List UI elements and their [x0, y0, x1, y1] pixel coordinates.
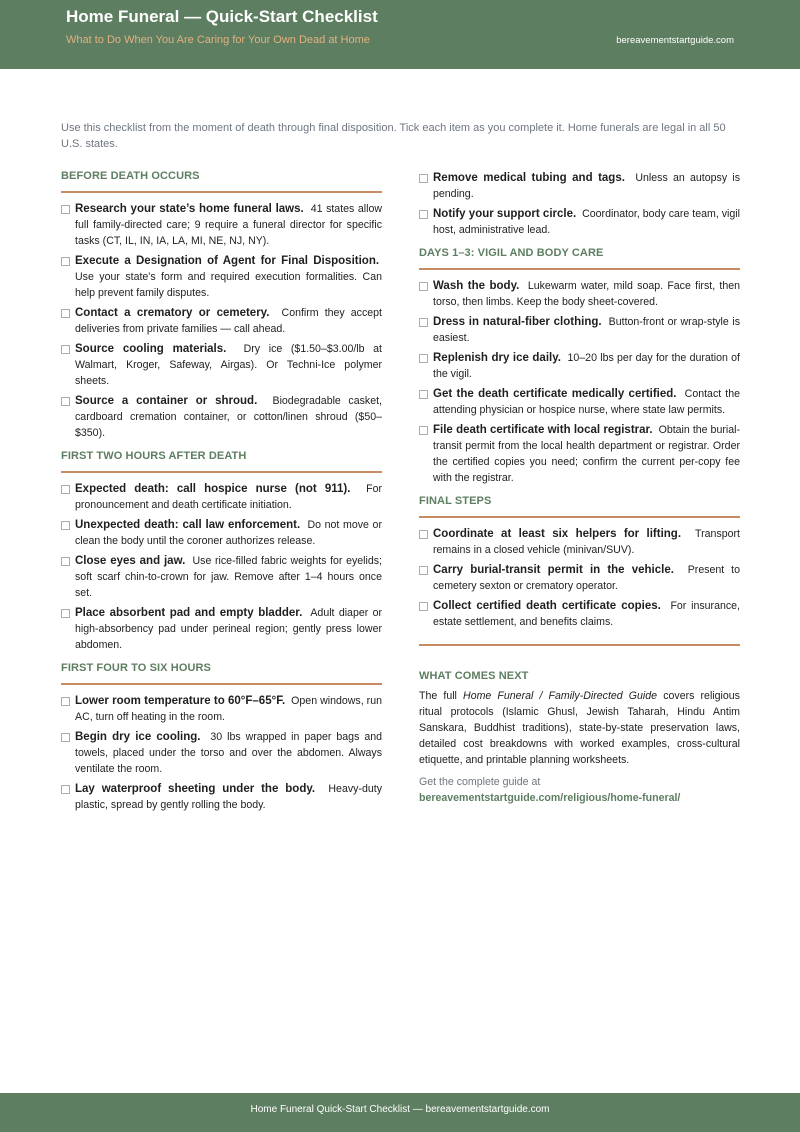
checklist-item [419, 386, 740, 418]
item-title: Collect certified death certificate copies. [433, 600, 661, 612]
section-heading: DAYS 1–3: VIGIL AND BODY CARE [419, 247, 740, 270]
item-title: Get the death certificate medically certified. [433, 388, 677, 400]
next-heading: WHAT COMES NEXT [419, 670, 529, 682]
next-description [419, 688, 740, 768]
checklist-item [61, 253, 382, 301]
item-title: File death certificate with local registrar. [433, 424, 653, 436]
checklist-item [419, 206, 740, 238]
item-title: Lay waterproof sheeting under the body. [75, 783, 316, 795]
checkbox[interactable] [61, 609, 70, 618]
checkbox[interactable] [61, 485, 70, 494]
section-divider [419, 644, 740, 646]
checkbox[interactable] [419, 282, 428, 291]
item-description: Biodegradable casket, cardboard cremation container, or cotton/linen shroud ($50–$350). [75, 395, 382, 439]
checkbox[interactable] [419, 390, 428, 399]
item-description: Transport remains in a closed vehicle (minivan/SUV). [433, 528, 740, 556]
next-rest: covers religious ritual protocols (Islamic Ghusl, Jewish Taharah, Hindu Antim Sanskara, Buddhist traditions), state-by-state preservation laws, detailed cost breakdowns with worked examples, cross-cultural etiquette, and printable planning worksheets. [419, 690, 740, 766]
item-title: Source a container or shroud. [75, 395, 258, 407]
section-heading: FIRST FOUR TO SIX HOURS [61, 662, 382, 685]
page-subtitle: What to Do When You Are Caring for Your Own Dead at Home [66, 34, 370, 46]
cta-text: Get the complete guide at [419, 776, 541, 788]
checklist-item [61, 553, 382, 601]
checkbox[interactable] [419, 174, 428, 183]
item-description: Use rice-filled fabric weights for eyelids; soft scarf chin-to-crown for jaw. Remove after 1–4 hours once set. [75, 555, 382, 599]
item-description: Contact the attending physician or hospice nurse, where state law permits. [433, 388, 740, 416]
item-description: Button-front or wrap-style is easiest. [433, 316, 740, 344]
item-description: 30 lbs wrapped in paper bags and towels, placed under the torso and over the abdomen. Always ventilate the room. [75, 731, 382, 775]
item-description: Lukewarm water, mild soap. Face first, then torso, then limbs. Keep the body sheet-covered. [433, 280, 741, 308]
item-title: Replenish dry ice daily. [433, 352, 561, 364]
checklist-item [61, 605, 382, 653]
checklist-item [61, 481, 382, 513]
guide-title: Home Funeral / Family-Directed Guide [463, 690, 658, 702]
item-title: Dress in natural-fiber clothing. [433, 316, 602, 328]
item-title: Source cooling materials. [75, 343, 227, 355]
intro-text: Use this checklist from the moment of death through final disposition. Tick each item as you complete it. Home funerals are legal in all 50 U.S. states. [61, 122, 726, 150]
item-title: Expected death: call hospice nurse (not 911). [75, 483, 351, 495]
item-description: Dry ice ($1.50–$3.00/lb at Walmart, Kroger, Safeway, Airgas). Or Techni-Ice polymer sheets. [75, 343, 383, 387]
continued-items [419, 170, 740, 238]
checklist-item [419, 350, 740, 382]
checklist-item [61, 729, 382, 777]
checklist-item [419, 422, 740, 486]
what-comes-next [419, 670, 740, 806]
checkbox[interactable] [61, 397, 70, 406]
item-description: Heavy-duty plastic, spread by gently rolling the body. [75, 783, 382, 811]
checklist-item [419, 170, 740, 202]
checkbox[interactable] [61, 345, 70, 354]
checkbox[interactable] [419, 318, 428, 327]
item-title: Carry burial-transit permit in the vehicle. [433, 564, 674, 576]
checklist-section [61, 450, 382, 653]
item-description: 41 states allow full family-directed care; 9 require a funeral director for specific tasks (CT, IL, IN, IA, LA, MI, NE, NJ, NY). [75, 203, 382, 247]
checkbox[interactable] [61, 785, 70, 794]
item-description: Use your state's form and required execution formalities. Can help prevent family disputes. [75, 271, 382, 299]
item-title: Close eyes and jaw. [75, 555, 186, 567]
checklist-item [419, 598, 740, 630]
checkbox[interactable] [419, 566, 428, 575]
right-sections [419, 247, 740, 630]
checkbox[interactable] [419, 602, 428, 611]
item-description: Open windows, run AC, turn off heating in the room. [75, 695, 382, 723]
item-description: Confirm they accept deliveries from private families — call ahead. [75, 307, 382, 335]
item-description: Do not move or clean the body until the coroner authorizes release. [75, 519, 382, 547]
checklist-section [419, 495, 740, 630]
checkbox[interactable] [61, 309, 70, 318]
item-title: Unexpected death: call law enforcement. [75, 519, 301, 531]
item-title: Notify your support circle. [433, 208, 577, 220]
section-heading: FINAL STEPS [419, 495, 740, 518]
item-description: Obtain the burial-transit permit from the local health department or registrar. Order the certified copies you need; confirm the current per-copy fee with the registrar. [433, 424, 740, 484]
checkbox[interactable] [61, 257, 70, 266]
item-description: 10–20 lbs per day for the duration of the vigil. [433, 352, 740, 380]
item-title: Research your state’s home funeral laws. [75, 203, 304, 215]
checklist-item [419, 314, 740, 346]
page-header [0, 0, 800, 69]
checklist-item [61, 305, 382, 337]
item-title: Begin dry ice cooling. [75, 731, 201, 743]
checklist-section [61, 662, 382, 813]
checklist-item [61, 393, 382, 441]
checklist-item [419, 278, 740, 310]
checklist-item [61, 781, 382, 813]
item-description: For pronouncement and death certificate initiation. [75, 483, 382, 511]
section-heading: BEFORE DEATH OCCURS [61, 170, 382, 193]
checkbox[interactable] [61, 521, 70, 530]
item-title: Contact a crematory or cemetery. [75, 307, 270, 319]
item-title: Coordinate at least six helpers for lifting. [433, 528, 682, 540]
checklist-item [61, 201, 382, 249]
checkbox[interactable] [419, 426, 428, 435]
checklist-item [61, 341, 382, 389]
guide-link[interactable]: bereavementstartguide.com/religious/home-funeral/ [419, 792, 681, 804]
checkbox[interactable] [419, 210, 428, 219]
item-description: Adult diaper or high-absorbency pad under perineal region; gently press lower abdomen. [75, 607, 382, 651]
checklist-item [61, 693, 382, 725]
item-description: Coordinator, body care team, vigil host, administrative lead. [433, 208, 740, 236]
item-description: Unless an autopsy is pending. [433, 172, 741, 200]
item-description: For insurance, estate settlement, and benefits claims. [433, 600, 740, 628]
next-lead: The full [419, 690, 457, 702]
right-column [419, 170, 740, 806]
checkbox[interactable] [61, 205, 70, 214]
item-title: Wash the body. [433, 280, 520, 292]
item-title: Lower room temperature to 60°F–65°F. [75, 695, 286, 707]
section-heading: FIRST TWO HOURS AFTER DEATH [61, 450, 382, 473]
header-site-link[interactable]: bereavementstartguide.com [616, 35, 734, 46]
left-column [61, 170, 382, 822]
checklist-item [419, 562, 740, 594]
checklist-section [419, 247, 740, 486]
checkbox[interactable] [419, 354, 428, 363]
checkbox[interactable] [61, 557, 70, 566]
checkbox[interactable] [419, 530, 428, 539]
checklist-item [419, 526, 740, 558]
checklist-item [61, 517, 382, 549]
item-title: Remove medical tubing and tags. [433, 172, 625, 184]
checkbox[interactable] [61, 697, 70, 706]
page-title: Home Funeral — Quick-Start Checklist [66, 7, 378, 26]
item-title: Execute a Designation of Agent for Final Disposition. [75, 255, 380, 267]
checklist-section [61, 170, 382, 441]
item-title: Place absorbent pad and empty bladder. [75, 607, 303, 619]
checkbox[interactable] [61, 733, 70, 742]
item-description: Present to cemetery sexton or crematory operator. [433, 564, 740, 592]
page-footer: Home Funeral Quick-Start Checklist — bereavementstartguide.com [0, 1093, 800, 1132]
